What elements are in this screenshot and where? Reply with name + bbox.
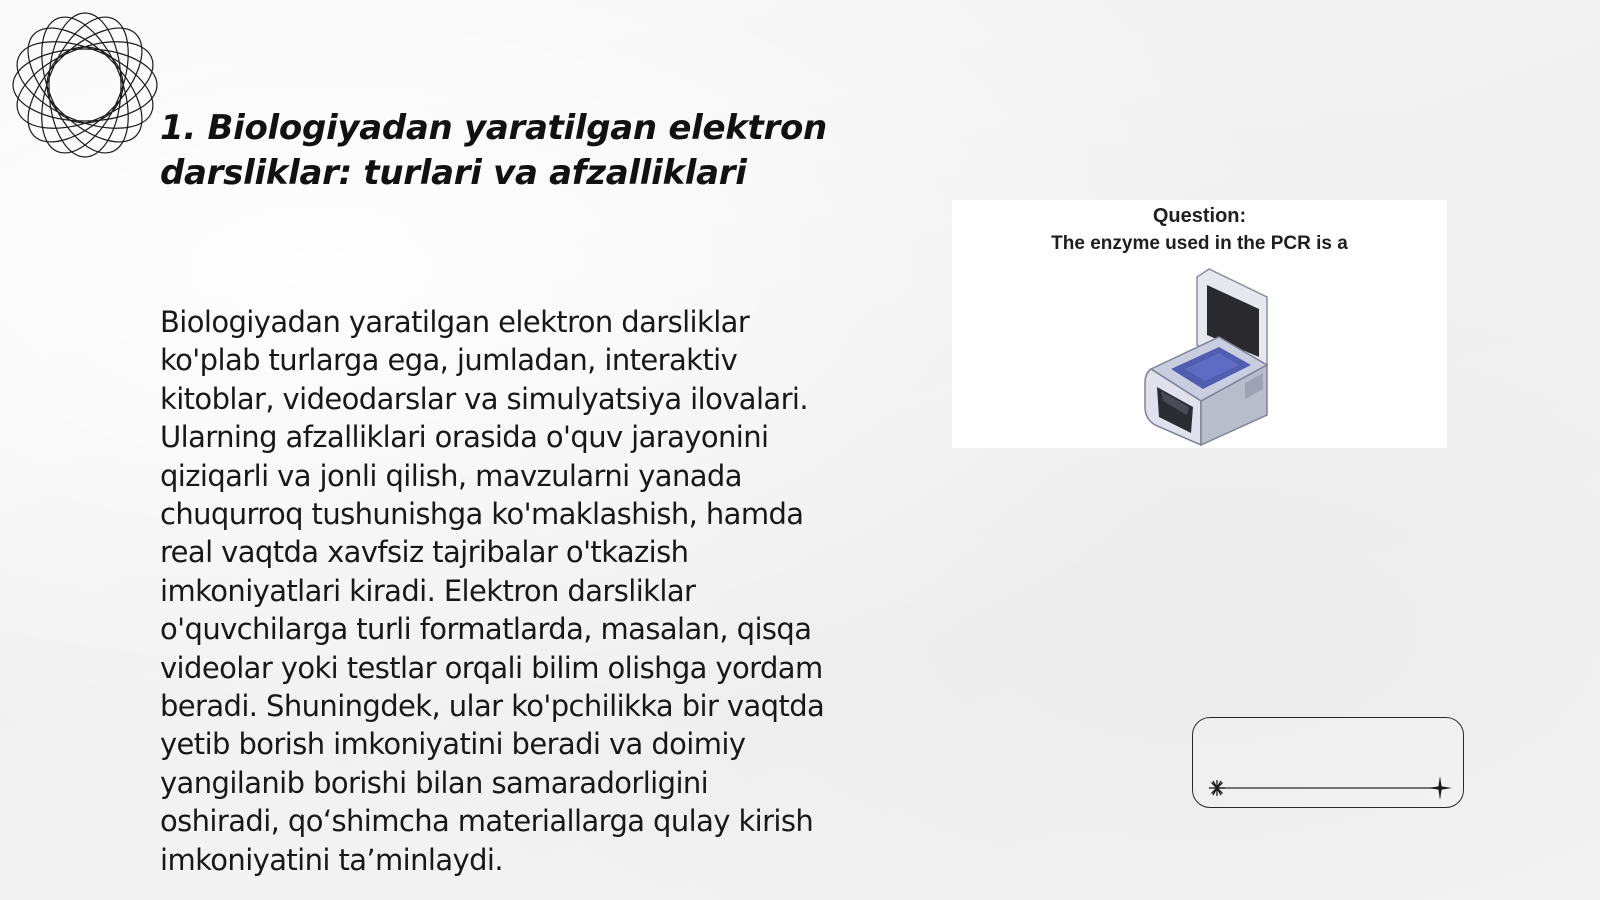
- interlaced-rings-icon: [10, 10, 160, 160]
- slide-body-text: Biologiyadan yaratilgan elektron darsliklar ko'plab turlarga ega, jumladan, interaktiv kitoblar, videodarslar va simulyatsiya ilovalari. Ularning afzalliklari orasida o'quv jarayonini qiziqarli va jonli qilish, mavzularni yanada chuqurroq tushunishga ko'maklashish, hamda real vaqtda xavfsiz tajribalar o'tkazish imkoniyatlari kiradi. Elektron darsliklar o'quvchilarga turli formatlarda, masalan, qisqa videolar yoki testlar orqali bilim olishga yordam beradi. Shuningdek, ular ko'pchilikka bir vaqtda yetib borish imkoniyatini beradi va doimiy yangilanib borishi bilan samaradorligini oshiradi, qo‘shimcha materiallarga qulay kirish imkoniyatini ta’minlaydi.: [160, 305, 825, 877]
- sparkle-star-icon: [1428, 776, 1452, 800]
- question-text: The enzyme used in the PCR is a: [1051, 233, 1348, 254]
- slide-title: 1. Biologiyadan yaratilgan elektron darsliklar: turlari va afzalliklari: [160, 108, 827, 193]
- slider-track: [1193, 718, 1465, 809]
- question-card: [952, 200, 1447, 448]
- pcr-thermal-cycler-icon: [1127, 265, 1287, 450]
- starburst-icon: [1209, 780, 1225, 796]
- question-label: Question:: [1152, 205, 1247, 227]
- decorative-slider-frame: [1192, 717, 1464, 808]
